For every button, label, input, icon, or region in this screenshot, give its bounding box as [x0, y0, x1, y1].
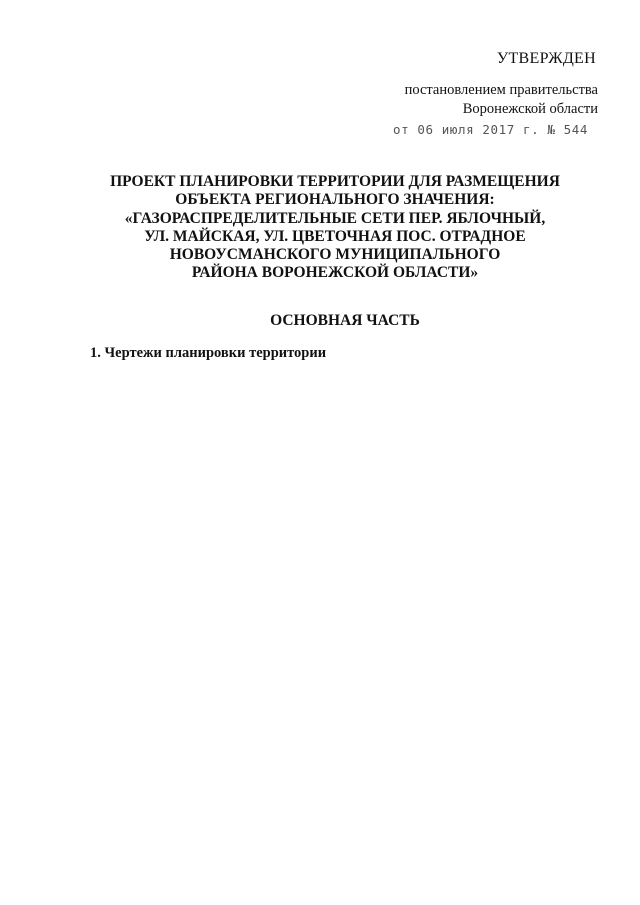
- approval-date-number-stamp: от 06 июля 2017 г. № 544: [392, 122, 588, 137]
- title-line: ПРОЕКТ ПЛАНИРОВКИ ТЕРРИТОРИИ ДЛЯ РАЗМЕЩЕНИЯ: [110, 173, 560, 190]
- approval-block: [393, 81, 598, 139]
- title-line: РАЙОНА ВОРОНЕЖСКОЙ ОБЛАСТИ»: [191, 264, 479, 282]
- list-item-drawings: 1. Чертежи планировки территории: [90, 345, 327, 361]
- approval-region-line: Воронежской области: [462, 101, 598, 117]
- title-line: УЛ. МАЙСКАЯ, УЛ. ЦВЕТОЧНАЯ ПОС. ОТРАДНОЕ: [144, 227, 526, 245]
- title-line: ОБЪЕКТА РЕГИОНАЛЬНОГО ЗНАЧЕНИЯ:: [175, 191, 495, 209]
- title-line: «ГАЗОРАСПРЕДЕЛИТЕЛЬНЫЕ СЕТИ ПЕР. ЯБЛОЧНЫЙ,: [124, 209, 546, 227]
- approved-label: УТВЕРЖДЕН: [496, 50, 596, 67]
- approval-resolution-line: постановлением правительства: [404, 82, 598, 98]
- document-title: [90, 173, 580, 283]
- title-line: НОВОУСМАНСКОГО МУНИЦИПАЛЬНОГО: [169, 246, 501, 264]
- section-heading: ОСНОВНАЯ ЧАСТЬ: [270, 312, 420, 329]
